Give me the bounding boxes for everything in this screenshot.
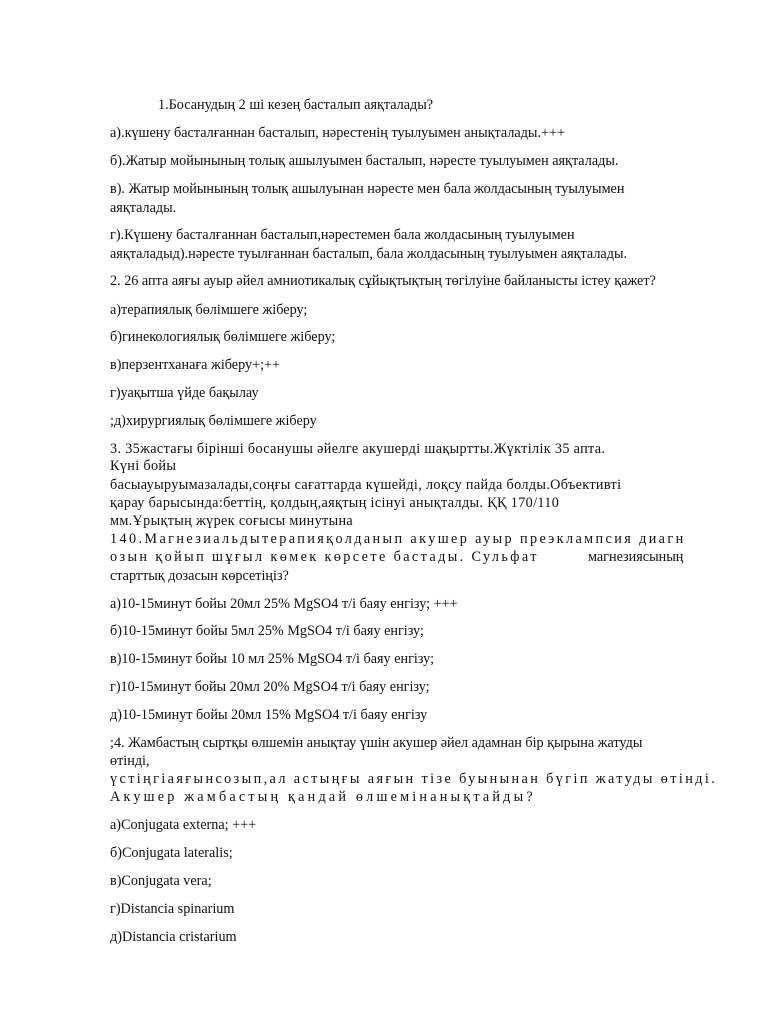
question-1-option-v-line-2: аяқталады.: [110, 200, 177, 216]
question-3-line-8: старттық дозасын көрсетіңіз?: [110, 568, 289, 584]
question-3-option-g: г)10-15минут бойы 20мл 20% MgSO4 т/і баяу енгізу;: [110, 679, 430, 695]
question-2-option-b: б)гинекологиялық бөлімшеге жіберу;: [110, 329, 336, 345]
question-3-line-7b: магнезиясының: [588, 549, 684, 565]
question-3-line-5: мм.Ұрықтың жүрек соғысы минутына: [110, 513, 354, 529]
question-3-line-7a: озын қойып шұғыл көмек көрсете бастады. Сульфат: [110, 549, 539, 565]
question-1-option-a: а).күшену басталғаннан басталып, нәрестенің туылуымен анықталады.+++: [110, 125, 565, 141]
question-4-option-a: а)Conjugata externa; +++: [110, 817, 257, 833]
question-3-line-6: 140.Магнезиальдытерапияқолданып акушер ауыр преэклампсия диагн: [110, 531, 686, 547]
question-2-option-d: ;д)хирургиялық бөлімшеге жіберу: [110, 413, 317, 429]
question-3-line-2: Күні бойы: [110, 458, 177, 474]
question-2-option-v: в)перзентханаға жіберу+;++: [110, 357, 281, 373]
question-3-line-3: басыауыруымазалады,соңғы сағаттарда күшейді, лоқсу пайда болды.Объективті: [110, 477, 622, 493]
question-2-option-a: а)терапиялық бөлімшеге жіберу;: [110, 302, 308, 318]
question-1-option-g-line-1: г).Күшену басталғаннан басталып,нәрестемен бала жолдасының туылуымен: [110, 227, 575, 243]
question-4-line-4: Акушер жамбастың қандай өлшемінанықтайды?: [110, 789, 536, 805]
question-1-option-b: б).Жатыр мойынының толық ашылуымен басталып, нәресте туылуымен аяқталады.: [110, 153, 619, 169]
question-4-option-g: г)Distancia spinarium: [110, 901, 235, 917]
question-4-line-3: үстіңгіаяғынсозып,ал астыңғы аяғын тізе буынынан бүгіп жатуды өтінді.: [110, 771, 718, 787]
question-3-line-1: 3. 35жастағы бірінші босанушы әйелге акушерді шақыртты.Жүктілік 35 апта.: [110, 441, 606, 457]
question-4-line-1: ;4. Жамбастың сыртқы өлшемін анықтау үшін акушер әйел адамнан бір қырына жатуды: [110, 735, 643, 751]
question-3-option-d: д)10-15минут бойы 20мл 15% MgSO4 т/і баяу енгізу: [110, 707, 428, 723]
question-4-option-b: б)Conjugata lateralis;: [110, 845, 233, 861]
question-3-option-a: а)10-15минут бойы 20мл 25% MgSO4 т/і баяу енгізу; +++: [110, 596, 458, 612]
question-3-option-v: в)10-15минут бойы 10 мл 25% MgSO4 т/і баяу енгізу;: [110, 651, 435, 667]
question-3-option-b: б)10-15минут бойы 5мл 25% MgSO4 т/і баяу енгізу;: [110, 623, 424, 639]
question-4-option-v: в)Conjugata vera;: [110, 873, 212, 889]
question-2-option-g: г)уақытша үйде бақылау: [110, 385, 259, 401]
question-4-line-2: өтінді,: [110, 753, 150, 769]
question-1-option-g-line-2: аяқталадыд).нәресте туылғаннан басталып, бала жолдасының туылуымен аяқталады.: [110, 246, 628, 262]
question-2-title: 2. 26 апта аяғы ауыр әйел амниотикалық сұйықтықтың төгілуіне байланысты істеу қажет?: [110, 273, 656, 289]
question-3-line-4: қарау барысында:беттің, қолдың,аяқтың ісінуі анықталды. ҚҚ 170/110: [110, 495, 560, 511]
question-1-option-v-line-1: в). Жатыр мойынының толық ашылуынан нәресте мен бала жолдасының туылуымен: [110, 181, 625, 197]
question-4-option-d: д)Distancia cristarium: [110, 929, 237, 945]
question-1-title: 1.Босанудың 2 ші кезең басталып аяқталады?: [158, 97, 434, 113]
